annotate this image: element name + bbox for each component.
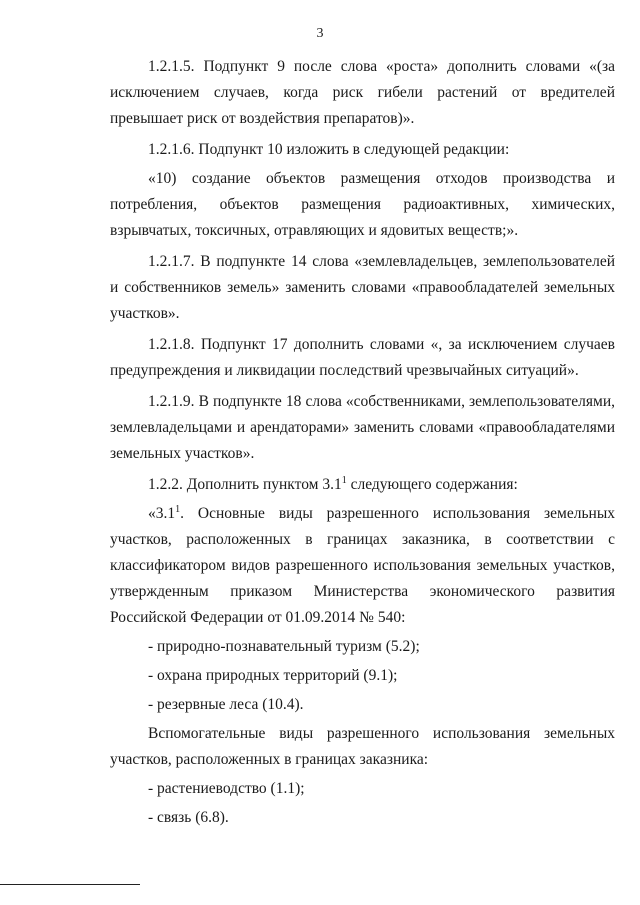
paragraph-3-1-1 (110, 501, 615, 631)
paragraph-1-2-2 (110, 472, 615, 498)
aux-uses-list (110, 776, 615, 831)
list-item: - растениеводство (1.1); (148, 780, 305, 797)
paragraph-1-2-1-6: 1.2.1.6. Подпункт 10 изложить в следующей редакции: (148, 141, 510, 158)
main-uses-list (110, 634, 615, 718)
list-item: - охрана природных территорий (9.1); (148, 667, 398, 684)
paragraph-3-1-1-start: «3.1 (148, 505, 176, 522)
paragraph-1-2-1-7: 1.2.1.7. В подпункте 14 слова «землевладельцев, землепользователей и собственников земель» заменить словами «правообладателей земельных участков». (110, 253, 615, 322)
paragraph-1-2-1-9: 1.2.1.9. В подпункте 18 слова «собственниками, землепользователями, землевладельцами и арендаторами» заменить словами «правообладателями земельных участков». (110, 393, 615, 462)
page-number: 3 (316, 26, 324, 41)
paragraph-1-2-1-5: 1.2.1.5. Подпункт 9 после слова «роста» дополнить словами «(за исключением случаев, когда риск гибели растений от вредителей превышает риск от воздействия препаратов)». (110, 58, 615, 127)
document-body (110, 54, 615, 834)
paragraph-subitem-10: «10) создание объектов размещения отходов производства и потребления, объектов размещения радиоактивных, химических, взрывчатых, токсичных, отравляющих и ядовитых веществ;». (110, 170, 615, 239)
superscript-mark: 1 (175, 503, 181, 515)
list-item: - связь (6.8). (148, 809, 229, 826)
superscript-mark: 1 (341, 474, 347, 486)
list-item: - природно-познавательный туризм (5.2); (148, 638, 420, 655)
paragraph-3-1-1-text: . Основные виды разрешенного использования земельных участков, расположенных в границах заказника, в соответствии с классификатором видов разрешенного использования земельных участков, утвержденным приказом Министерства экономического развития Российской Федерации от 01.09.2014 № 540: (110, 505, 615, 626)
paragraph-auxiliary-uses: Вспомогательные виды разрешенного использования земельных участков, расположенных в границах заказника: (110, 725, 615, 768)
footnote-separator (0, 884, 140, 885)
list-item: - резервные леса (10.4). (148, 696, 304, 713)
paragraph-1-2-1-8: 1.2.1.8. Подпункт 17 дополнить словами «, за исключением случаев предупреждения и ликвидации последствий чрезвычайных ситуаций». (110, 336, 615, 379)
paragraph-1-2-2-text: 1.2.2. Дополнить пунктом 3.1 (148, 476, 342, 493)
paragraph-1-2-2-text-end: следующего содержания: (346, 476, 518, 493)
